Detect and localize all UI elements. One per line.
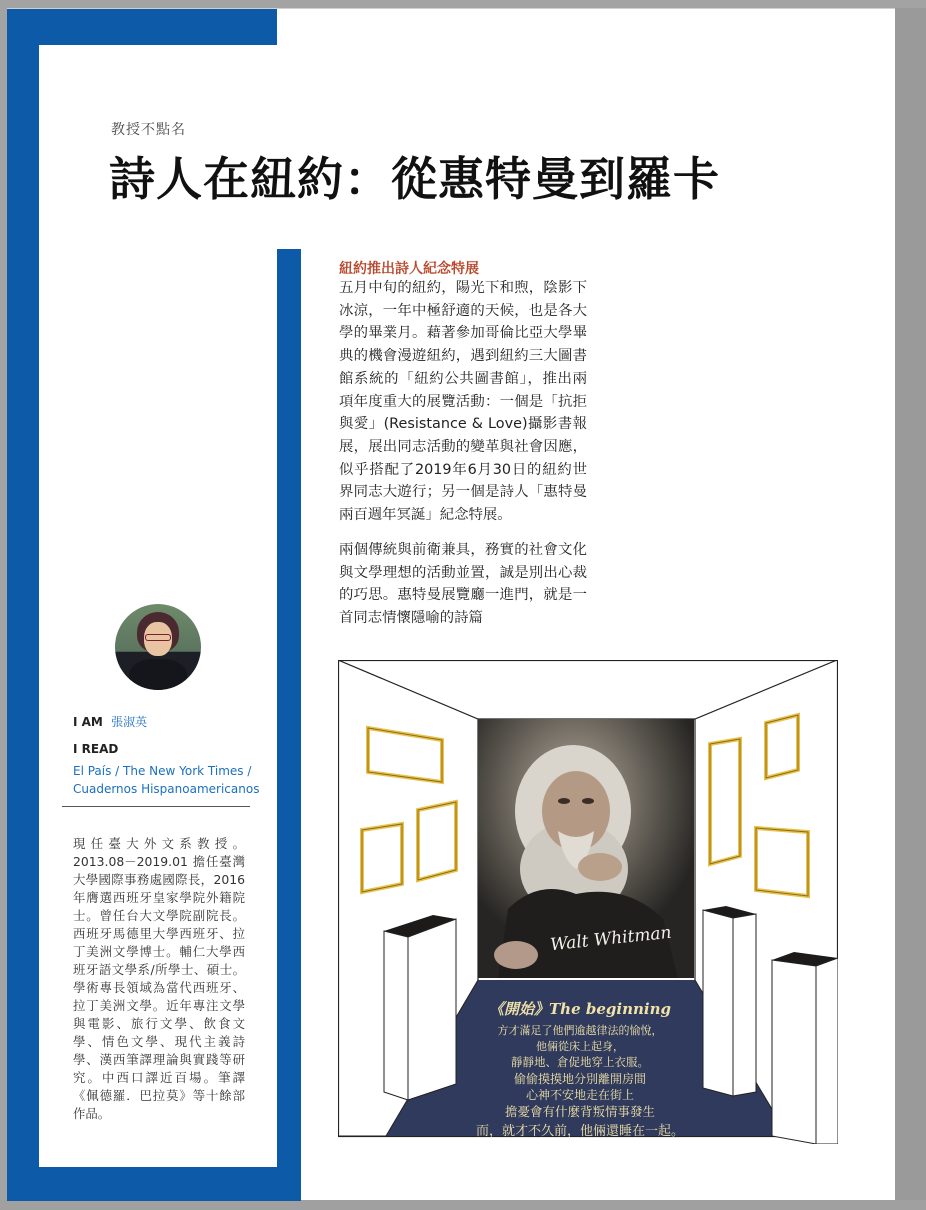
reading-list-line-1: El País / The New York Times / xyxy=(73,764,252,778)
poem-title: 《開始》The beginning xyxy=(489,1000,671,1018)
reading-list-line-2: Cuadernos Hispanoamericanos xyxy=(73,782,260,796)
whitman-portrait-photo xyxy=(478,719,694,978)
paragraph-2: 兩個傳統與前衛兼具，務實的社會文化與文學理想的活動並置，誠是別出心裁的巧思。惠特曼展覽廳一進門，就是一首同志情懷隱喻的詩篇 xyxy=(339,542,587,627)
poem-line-7: 而，就才不久前，他倆還睡在一起。 xyxy=(475,1124,684,1139)
column-kicker: 教授不點名 xyxy=(111,122,186,138)
whitman-signature: Walt Whitman xyxy=(549,922,673,956)
article-title: 詩人在紐約：從惠特曼到羅卡 xyxy=(109,152,720,206)
author-bio: 現任臺大外文系教授。2013.08－2019.01 擔任臺灣大學國際事務處國際長，2016年膺選西班牙皇家學院外籍院士。曾任台大文學院副院長。西班牙馬德里大學西班牙、拉丁美洲文學博士。輔仁大學西班牙語文學系/所學士、碩士。學術專長領域為當代西班牙、拉丁美洲文學。近年專注文學與電影、旅行文學、飲食文學、情色文學、現代主義詩學、漢西筆譯理論與實踐等研究。中西口譯近百場。筆譯《佩德羅．巴拉莫》等十餘部作品。 xyxy=(73,836,245,1121)
poem-line-2: 他倆從床上起身， xyxy=(536,1040,624,1053)
sidebar-divider xyxy=(62,806,250,807)
viewer-background-right xyxy=(895,8,926,1210)
frame-gap xyxy=(277,9,301,96)
poem-line-4: 偷偷摸摸地分別離開房間 xyxy=(513,1072,646,1086)
author-name: 張淑英 xyxy=(111,715,148,729)
poem-line-6: 擔憂會有什麼背叛情事發生 xyxy=(504,1104,655,1119)
poem-line-3: 靜靜地、倉促地穿上衣服。 xyxy=(511,1055,649,1069)
poem-line-5: 心神不安地走在街上 xyxy=(525,1088,634,1102)
poem-line-1: 方才滿足了他們逾越律法的愉悅， xyxy=(497,1024,663,1037)
viewer-background-bottom xyxy=(0,1200,926,1210)
paragraph-1: 五月中旬的紐約，陽光下和煦，陰影下冰涼，一年中極舒適的天候，也是各大學的畢業月。藉著參加哥倫比亞大學畢典的機會漫遊紐約，遇到紐約三大圖書館系統的「紐約公共圖書館」，推出兩項年度重大的展覽活動：一個是「抗拒與愛」(Resistance & Love)攝影書報展，展出同志活動的變革與社會因應，似乎搭配了2019年6月30日的紐約世界同志大遊行；另一個是詩人「惠特曼兩百週年冥誕」紀念特展。 xyxy=(339,280,587,524)
i-am-label: I AM 張淑英 xyxy=(73,715,148,729)
i-read-label: I READ xyxy=(73,742,119,756)
author-avatar xyxy=(115,604,201,690)
section-heading: 紐約推出詩人紀念特展 xyxy=(339,261,479,277)
